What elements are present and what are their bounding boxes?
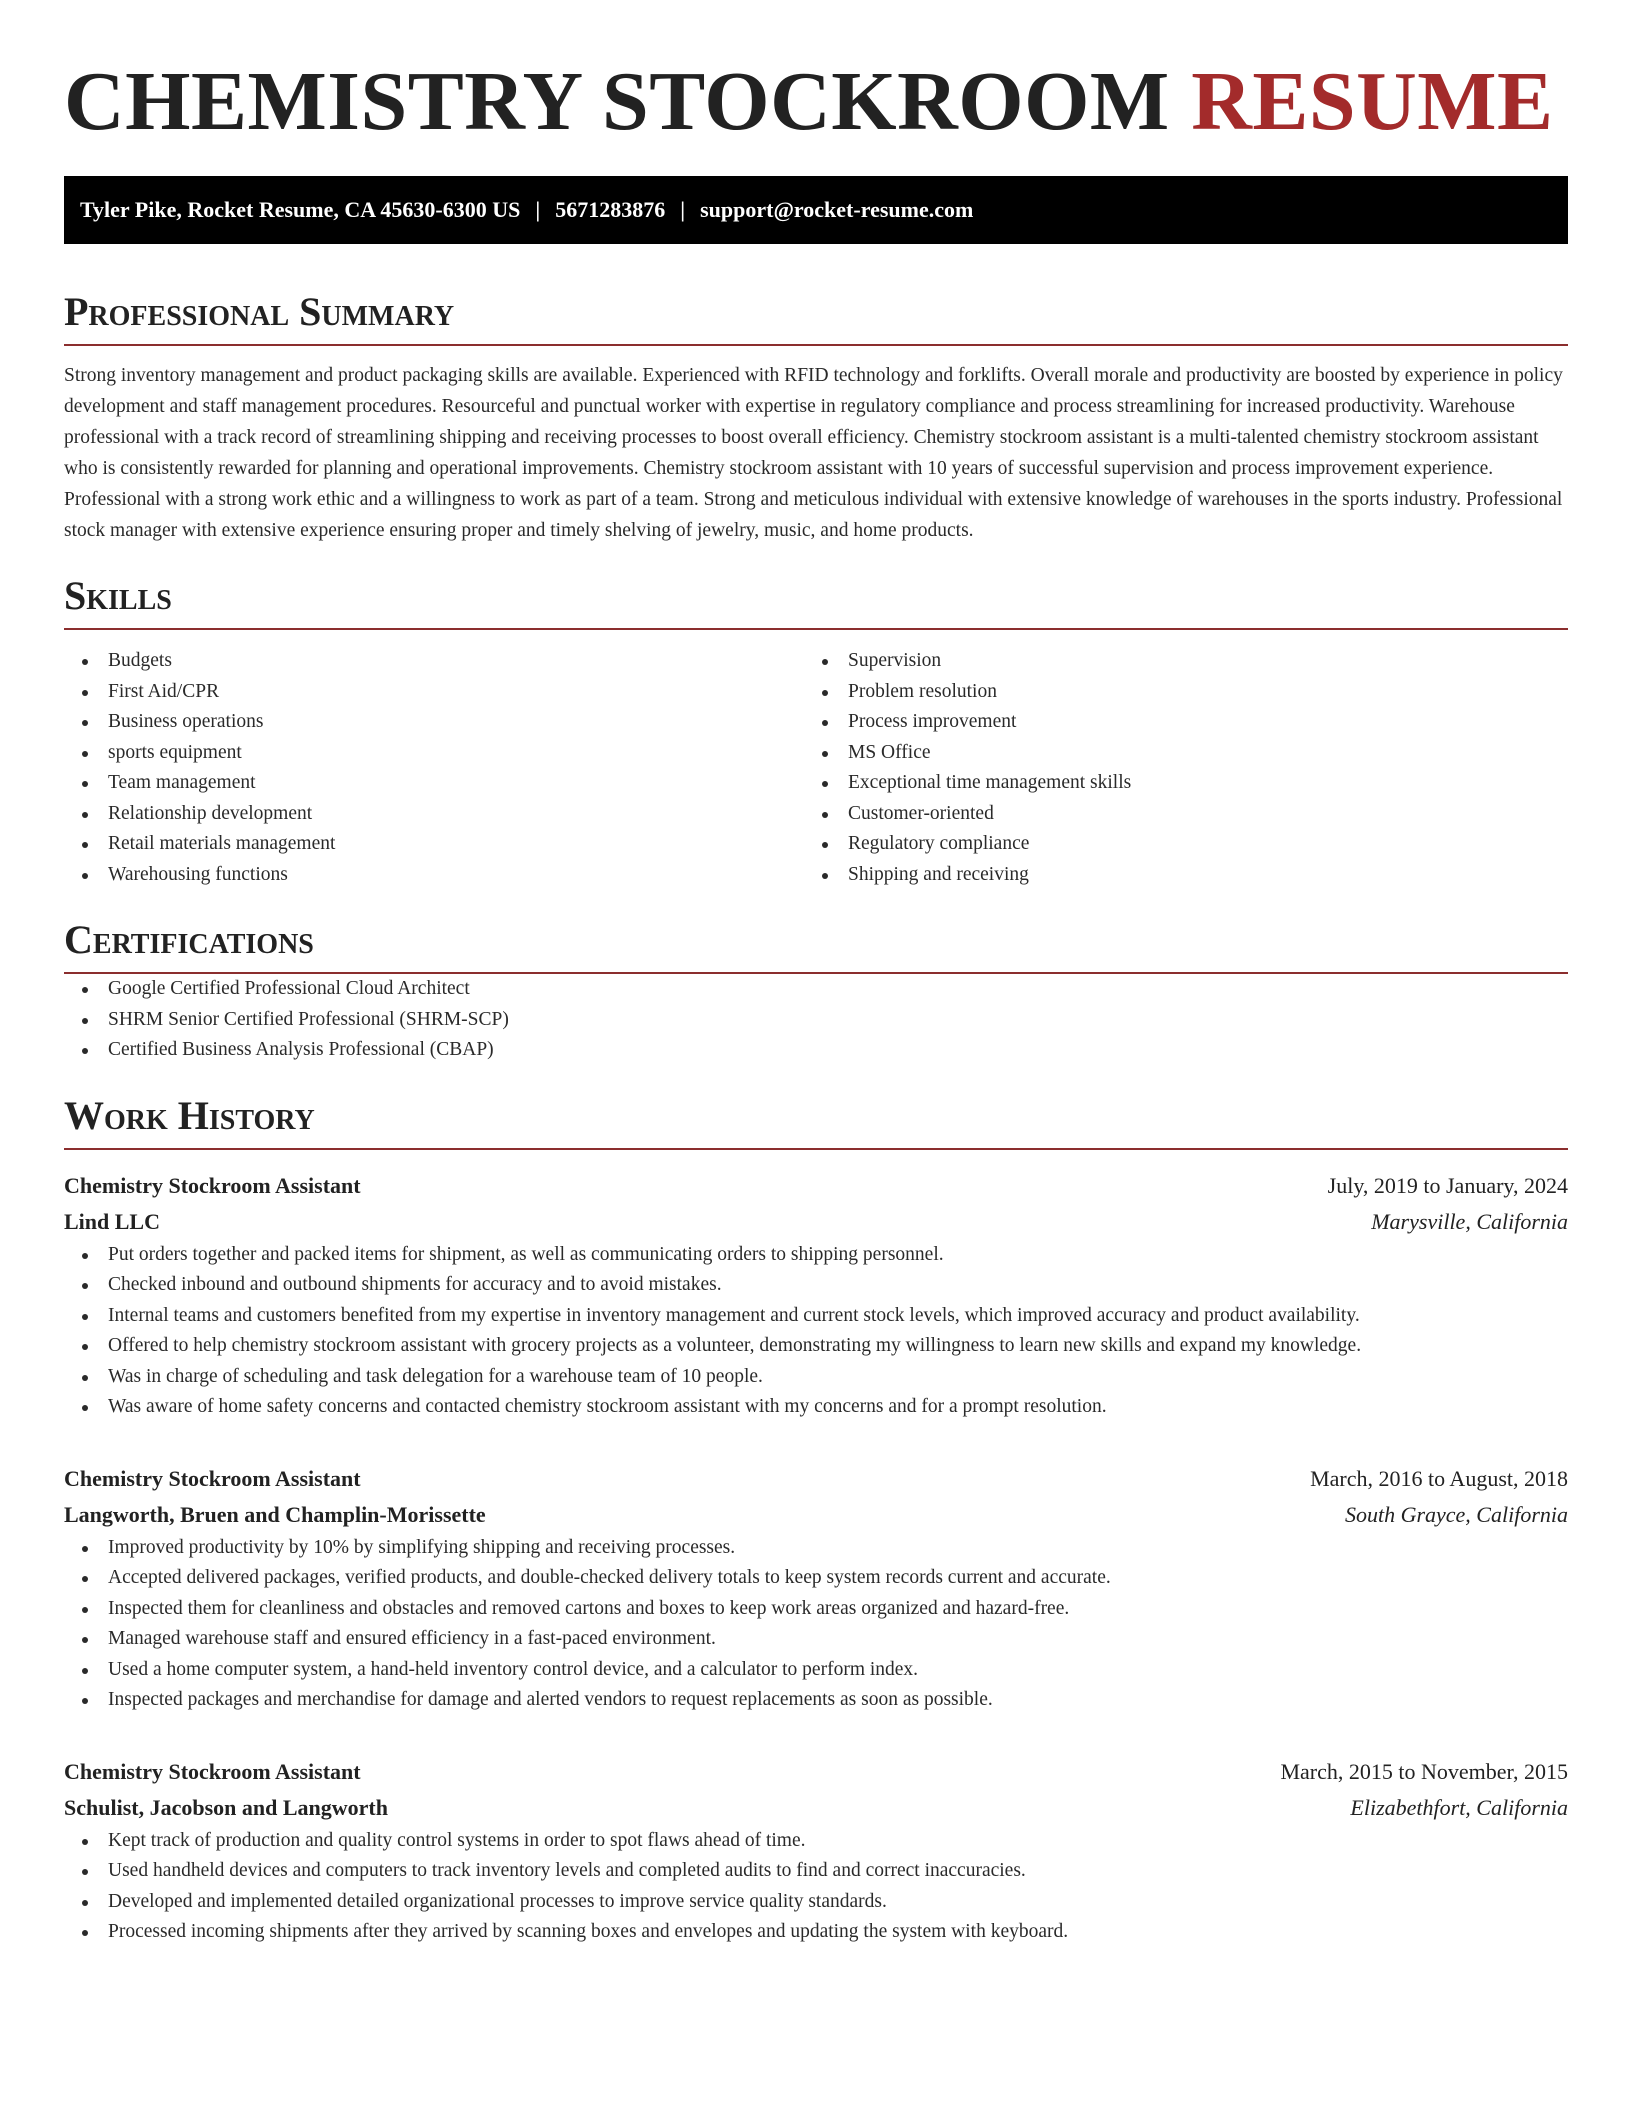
job-duty-item: Was in charge of scheduling and task delegation for a warehouse team of 10 people.: [64, 1362, 1568, 1393]
skill-item: Business operations: [64, 707, 804, 738]
job-company-row: [64, 1497, 1568, 1533]
job-dates: March, 2015 to November, 2015: [1280, 1758, 1568, 1784]
job-header-row: [64, 1754, 1568, 1790]
job-duty-item: Developed and implemented detailed organizational processes to improve service quality standards.: [64, 1887, 1568, 1918]
skill-item: Team management: [64, 768, 804, 799]
job-duties-list: [64, 1240, 1568, 1423]
summary-text: Strong inventory management and product packaging skills are available. Experienced with RFID technology and forklifts. Overall morale and productivity are boosted by experience in policy development and staff management procedures. Resourceful and punctual worker with expertise in regulatory compliance and process streamlining for increased productivity. Warehouse professional with a track record of streamlining shipping and receiving processes to boost overall efficiency. Chemistry stockroom assistant is a multi-talented chemistry stockroom assistant who is consistently rewarded for planning and operational improvements. Chemistry stockroom assistant with 10 years of successful supervision and process improvement experience. Professional with a strong work ethic and a willingness to work as part of a team. Strong and meticulous individual with extensive knowledge of warehouses in the sports industry. Professional stock manager with extensive experience ensuring proper and timely shelving of jewelry, music, and home products.: [64, 365, 1563, 542]
certification-item: SHRM Senior Certified Professional (SHRM-SCP): [64, 1005, 1568, 1036]
skill-item: First Aid/CPR: [64, 677, 804, 708]
job-company: Schulist, Jacobson and Langworth: [64, 1794, 388, 1820]
job-entry: [64, 1754, 1568, 1948]
skill-item: MS Office: [804, 738, 1544, 769]
certifications-list: [64, 974, 1568, 1066]
job-entry: [64, 1168, 1568, 1423]
work-history-section: [64, 1092, 1568, 1948]
job-location: Marysville, California: [1371, 1208, 1568, 1234]
job-duty-item: Was aware of home safety concerns and contacted chemistry stockroom assistant with my concerns and for a prompt resolution.: [64, 1392, 1568, 1423]
skill-item: Exceptional time management skills: [804, 768, 1544, 799]
contact-address: Tyler Pike, Rocket Resume, CA 45630-6300 US: [80, 197, 521, 223]
skill-item: Problem resolution: [804, 677, 1544, 708]
skill-item: Shipping and receiving: [804, 860, 1544, 891]
job-header-row: [64, 1461, 1568, 1497]
job-duties-list: [64, 1533, 1568, 1716]
job-duty-item: Offered to help chemistry stockroom assistant with grocery projects as a volunteer, demonstrating my willingness to learn new skills and expand my knowledge.: [64, 1331, 1568, 1362]
skills-list-left: [64, 646, 804, 890]
job-company: Langworth, Bruen and Champlin-Morissette: [64, 1501, 486, 1527]
job-duty-item: Put orders together and packed items for shipment, as well as communicating orders to shipping personnel.: [64, 1240, 1568, 1271]
skill-item: Budgets: [64, 646, 804, 677]
skill-item: Supervision: [804, 646, 1544, 677]
job-location: South Grayce, California: [1344, 1501, 1568, 1527]
job-duty-item: Processed incoming shipments after they arrived by scanning boxes and envelopes and updating the system with keyboard.: [64, 1917, 1568, 1948]
contact-separator: |: [680, 197, 686, 223]
job-dates: March, 2016 to August, 2018: [1310, 1465, 1568, 1491]
job-duties-list: [64, 1826, 1568, 1948]
job-duty-item: Checked inbound and outbound shipments for accuracy and to avoid mistakes.: [64, 1270, 1568, 1301]
certifications-heading: Certifications: [64, 916, 1568, 974]
job-location: Elizabethfort, California: [1350, 1794, 1568, 1820]
job-dates: July, 2019 to January, 2024: [1327, 1172, 1568, 1198]
work-history-heading: Work History: [64, 1092, 1568, 1150]
job-title: Chemistry Stockroom Assistant: [64, 1465, 361, 1491]
job-title: Chemistry Stockroom Assistant: [64, 1172, 361, 1198]
job-duty-item: Accepted delivered packages, verified products, and double-checked delivery totals to keep system records current and accurate.: [64, 1563, 1568, 1594]
job-company-row: [64, 1790, 1568, 1826]
skills-heading: Skills: [64, 572, 1568, 630]
skills-list-right: [804, 646, 1544, 890]
contact-email: support@rocket-resume.com: [700, 197, 974, 223]
summary-section: [64, 288, 1568, 546]
skill-item: Relationship development: [64, 799, 804, 830]
skill-item: Process improvement: [804, 707, 1544, 738]
contact-separator: |: [535, 197, 541, 223]
skill-item: Customer-oriented: [804, 799, 1544, 830]
job-duty-item: Used handheld devices and computers to track inventory levels and completed audits to find and correct inaccuracies.: [64, 1856, 1568, 1887]
contact-phone: 5671283876: [555, 197, 666, 223]
job-header-row: [64, 1168, 1568, 1204]
job-company-row: [64, 1204, 1568, 1240]
certification-item: Certified Business Analysis Professional (CBAP): [64, 1035, 1568, 1066]
job-company: Lind LLC: [64, 1208, 160, 1234]
certification-item: Google Certified Professional Cloud Architect: [64, 974, 1568, 1005]
job-duty-item: Inspected packages and merchandise for damage and alerted vendors to request replacements as soon as possible.: [64, 1685, 1568, 1716]
resume-title-accent: RESUME: [1191, 55, 1554, 148]
resume-page: [64, 56, 1568, 1948]
job-title: Chemistry Stockroom Assistant: [64, 1758, 361, 1784]
skill-item: Warehousing functions: [64, 860, 804, 891]
job-duty-item: Kept track of production and quality control systems in order to spot flaws ahead of time.: [64, 1826, 1568, 1857]
skill-item: Regulatory compliance: [804, 829, 1544, 860]
skill-item: sports equipment: [64, 738, 804, 769]
skills-grid: [64, 646, 1568, 890]
resume-title: [64, 56, 1568, 148]
job-duty-item: Internal teams and customers benefited from my expertise in inventory management and current stock levels, which improved accuracy and product availability.: [64, 1301, 1568, 1332]
skill-item: Retail materials management: [64, 829, 804, 860]
certifications-section: [64, 916, 1568, 1066]
contact-bar: [64, 176, 1568, 244]
job-entry: [64, 1461, 1568, 1716]
resume-title-main: CHEMISTRY STOCKROOM: [64, 55, 1170, 148]
job-duty-item: Improved productivity by 10% by simplifying shipping and receiving processes.: [64, 1533, 1568, 1564]
summary-heading: Professional Summary: [64, 288, 1568, 346]
skills-section: [64, 572, 1568, 890]
job-duty-item: Inspected them for cleanliness and obstacles and removed cartons and boxes to keep work areas organized and hazard-free.: [64, 1594, 1568, 1625]
job-duty-item: Managed warehouse staff and ensured efficiency in a fast-paced environment.: [64, 1624, 1568, 1655]
job-duty-item: Used a home computer system, a hand-held inventory control device, and a calculator to perform index.: [64, 1655, 1568, 1686]
